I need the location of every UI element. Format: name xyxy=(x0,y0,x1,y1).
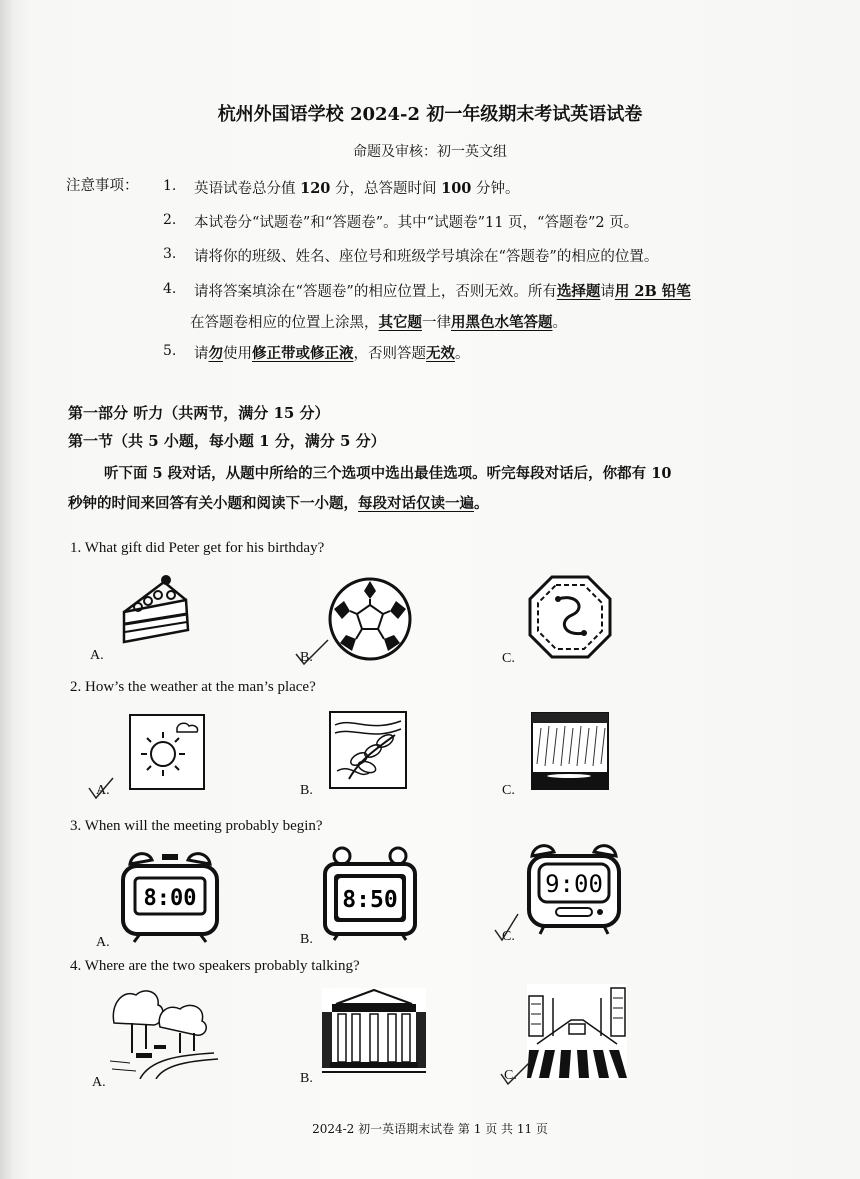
notice-4-line2-text-a: 在答题卷相应的位置上涂黑， xyxy=(190,315,379,331)
notice-4-text-a: 请将答案填涂在“答题卷”的相应位置上，否则无效。所有 xyxy=(194,284,557,300)
notice-1-total-time: 100 xyxy=(441,180,472,197)
question-2-text: 2. How’s the weather at the man’s place? xyxy=(70,679,316,695)
checkmark-icon xyxy=(86,776,116,800)
notice-4-choice-questions: 选择题 xyxy=(556,283,601,300)
notice-5-text-b: 使用 xyxy=(223,346,252,362)
notice-1-text-b: 分，总答题时间 xyxy=(330,181,442,197)
page-footer: 2024-2 初一英语期末试卷 第 1 页 共 11 页 xyxy=(312,1122,548,1136)
rainy-icon xyxy=(531,712,609,790)
instructions-line2 xyxy=(68,492,489,513)
notice-item-4-line2 xyxy=(190,311,567,332)
q3-option-c[interactable]: C. xyxy=(502,929,515,944)
q3-option-a[interactable]: A. xyxy=(96,935,110,950)
sunny-icon xyxy=(129,714,205,790)
notice-4-line2-text-c: 。 xyxy=(552,315,567,331)
question-3-text: 3. When will the meeting probably begin? xyxy=(70,818,323,834)
alarm-clock-icon-a xyxy=(120,848,220,944)
checkmark-icon xyxy=(292,638,332,668)
notice-item-4 xyxy=(194,280,691,301)
q4-option-b[interactable]: B. xyxy=(300,1071,313,1086)
clock-c-time: 9:00 xyxy=(545,870,603,898)
question-1-text: 1. What gift did Peter get for his birthday? xyxy=(70,540,325,556)
notice-4-text-b: 请 xyxy=(600,284,615,300)
notice-num-5: 5. xyxy=(163,343,177,359)
checkmark-icon xyxy=(498,1060,532,1086)
notice-4-pencil: 用 2B 铅笔 xyxy=(614,283,691,300)
park-icon xyxy=(110,983,222,1079)
q1-option-c[interactable]: C. xyxy=(502,651,515,666)
instructions-line1: 听下面 5 段对话，从题中所给的三个选项中选出最佳选项。听完每段对话后，你都有 10 xyxy=(104,465,672,482)
q2-option-b[interactable]: B. xyxy=(300,783,313,798)
q2-option-a[interactable]: A. xyxy=(96,783,110,798)
notice-num-3: 3. xyxy=(163,246,177,262)
exam-title: 杭州外国语学校 2024-2 初一年级期末考试英语试卷 xyxy=(217,104,643,125)
alarm-clock-icon-b xyxy=(322,846,418,942)
q4-option-a[interactable]: A. xyxy=(92,1075,106,1090)
notice-item-1 xyxy=(194,177,520,198)
section1-heading: 第一节（共 5 小题，每小题 1 分，满分 5 分） xyxy=(68,432,386,450)
checkmark-icon xyxy=(492,912,522,942)
exam-subtitle: 命题及审核：初一英文组 xyxy=(353,144,507,160)
notice-1-total-score: 120 xyxy=(300,180,331,197)
notice-4-other-questions: 其它题 xyxy=(378,314,422,331)
top-cutoff-text xyxy=(300,0,600,10)
notice-label: 注意事项： xyxy=(66,178,139,194)
notice-5-text-a: 请 xyxy=(194,346,209,362)
instructions-read-once: 每段对话仅读一遍 xyxy=(358,495,474,512)
windy-icon xyxy=(329,711,407,789)
notice-5-correction-tape: 修正带或修正液 xyxy=(252,345,354,362)
notice-5-text-c: ，否则答题 xyxy=(353,346,426,362)
notice-5-do-not: 勿 xyxy=(208,345,223,362)
q2-option-c[interactable]: C. xyxy=(502,783,515,798)
notice-item-3: 请将你的班级、姓名、座位号和班级学号填涂在“答题卷”的相应的位置。 xyxy=(194,249,659,265)
clock-a-time: 8:00 xyxy=(143,886,197,911)
notice-num-2: 2. xyxy=(163,212,177,228)
notice-1-text-a: 英语试卷总分值 xyxy=(194,181,301,197)
notice-num-4: 4. xyxy=(163,281,177,297)
notice-item-2: 本试卷分“试题卷”和“答题卷”。其中“试题卷”11 页，“答题卷”2 页。 xyxy=(194,215,639,231)
page-shadow-edge xyxy=(0,0,14,1179)
question-4-text: 4. Where are the two speakers probably talking? xyxy=(70,958,360,974)
q4-option-c[interactable]: C. xyxy=(504,1068,517,1083)
instructions-line2-c: 。 xyxy=(474,495,489,512)
street-crosswalk-icon xyxy=(527,984,627,1080)
clock-b-time: 8:50 xyxy=(342,887,398,913)
notice-1-text-c: 分钟。 xyxy=(471,181,520,197)
q1-option-b[interactable]: B. xyxy=(300,650,313,665)
part1-heading: 第一部分 听力（共两节，满分 15 分） xyxy=(68,404,330,422)
alarm-clock-icon-c xyxy=(526,842,622,936)
notice-item-5 xyxy=(194,342,470,363)
soccer-ball-icon xyxy=(328,577,412,661)
notice-5-text-d: 。 xyxy=(455,346,470,362)
notice-4-black-pen: 用黑色水笔答题 xyxy=(451,314,553,331)
museum-building-icon xyxy=(322,988,426,1074)
notice-num-1: 1. xyxy=(163,178,177,194)
board-game-icon xyxy=(528,575,612,659)
q1-option-a[interactable]: A. xyxy=(90,648,104,663)
instructions-line2-a: 秒钟的时间来回答有关小题和阅读下一小题， xyxy=(68,495,358,512)
notice-4-line2-text-b: 一律 xyxy=(422,315,451,331)
cake-slice-icon xyxy=(116,574,196,654)
notice-5-invalid: 无效 xyxy=(426,345,455,362)
q3-option-b[interactable]: B. xyxy=(300,932,313,947)
